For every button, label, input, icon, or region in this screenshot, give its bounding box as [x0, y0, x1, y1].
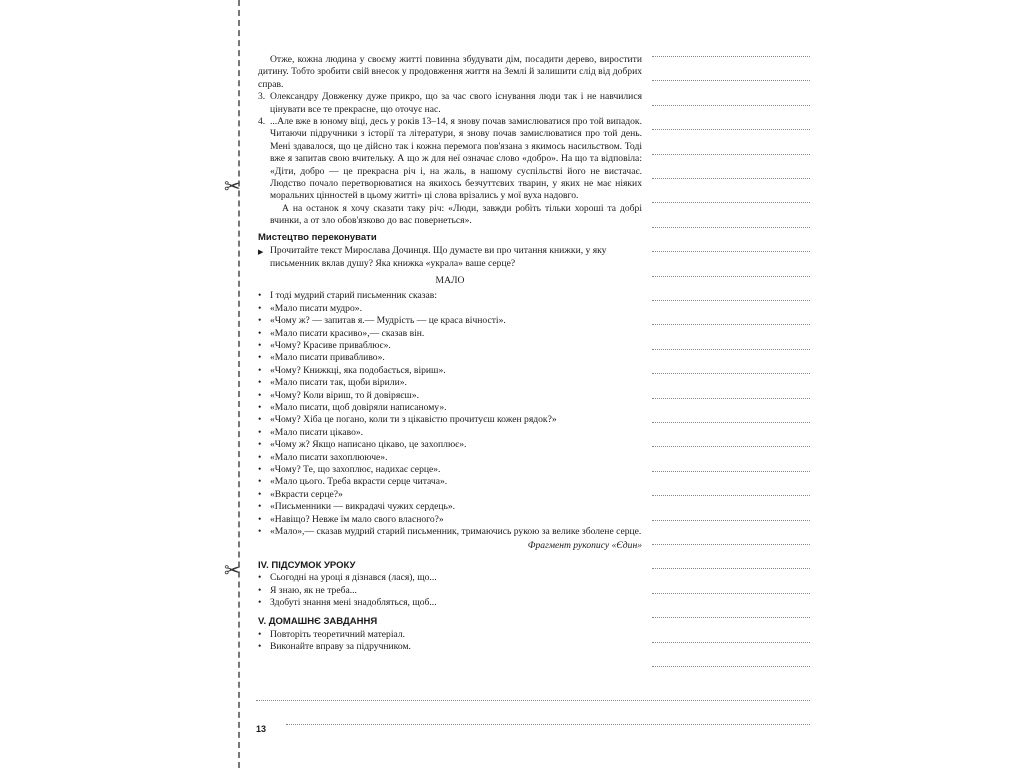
list-item-text: «Вкрасти серце?»	[270, 488, 343, 500]
task-text: Прочитайте текст Мирослава Дочинця. Що думаєте ви про читання книжки, у яку письменник вклав душу? Яка книжка «украла» ваше серце?	[270, 245, 607, 269]
list-item	[258, 402, 642, 414]
note-line	[652, 373, 810, 374]
list-item-text: «Чому ж? — запитав я.— Мудрість — це краса вічності».	[270, 315, 506, 327]
list-item	[258, 377, 642, 389]
story-title: МАЛО	[435, 274, 465, 286]
page-number: 13	[256, 724, 267, 734]
note-line	[652, 422, 810, 423]
bullet-icon: •	[258, 401, 262, 413]
list-item	[258, 464, 642, 476]
list-item-text: «Мало писати захоплююче».	[270, 451, 388, 463]
bullet-icon: •	[258, 501, 262, 513]
note-line	[652, 495, 810, 496]
item-number: 4.	[258, 116, 266, 128]
section-heading-homework: V. ДОМАШНЄ ЗАВДАННЯ	[258, 616, 378, 628]
bullet-icon: •	[258, 526, 262, 538]
scissors-icon: ✂	[224, 174, 241, 198]
list-item-text: «Мало писати красиво»,— сказав він.	[270, 327, 425, 339]
list-item-text: «Чому? Хіба це погано, коли ти з цікавістю прочитуєш кожен рядок?»	[270, 414, 557, 426]
list-item	[258, 514, 642, 526]
list-item-text: Виконайте вправу за підручником.	[270, 641, 411, 653]
note-line	[652, 617, 810, 618]
note-line	[652, 300, 810, 301]
list-item	[258, 476, 642, 488]
bullet-icon: •	[258, 439, 262, 451]
note-line	[652, 227, 810, 228]
item-paragraph: ...Але вже в юному віці, десь у років 13–14, я знову почав замислюватися про той випадок. Читаючи підручники з історії та літератури, я знову почав замислюватися про той день. Мені здавалося, що це дійсно так і кожна перемога пов'язана з якимось насильством. Тоді вже я запитав свою вчительку. А що ж для неї означає слово «добро». На що та відповіла: «Діти, добро — це прекрасна річ і, на жаль, в нашому суспільстві його не вистачає. Людство почало перетворюватися на якихось безчуттєвих тварин, у яких не має ніяких моральних цінностей в цьому житті» ці слова врізались у мої вуха надовго.	[270, 116, 642, 202]
bullet-icon: •	[258, 352, 262, 364]
list-item	[258, 303, 642, 315]
list-item	[258, 290, 642, 302]
list-item	[258, 526, 642, 538]
bullet-icon: •	[258, 327, 262, 339]
note-line	[652, 56, 810, 57]
list-item-text: «Чому? Те, що захоплює, надихає серце».	[270, 464, 441, 475]
list-item-text: Сьогодні на уроці я дізнався (лася), що...	[270, 572, 437, 584]
bullet-icon: •	[258, 641, 262, 653]
bullet-icon: •	[258, 414, 262, 426]
note-line	[652, 105, 810, 106]
cut-line	[238, 0, 240, 768]
list-item	[258, 427, 642, 439]
note-line	[652, 544, 810, 545]
list-item	[258, 340, 642, 352]
bullet-icon: •	[258, 339, 262, 351]
bullet-icon: •	[258, 377, 262, 389]
note-line	[652, 446, 810, 447]
note-line	[652, 520, 810, 521]
note-line	[652, 80, 810, 81]
list-item	[258, 641, 642, 653]
list-item-text: «Мало писати, щоб довіряли написаному».	[270, 401, 447, 413]
list-item	[258, 365, 642, 377]
bullet-icon: •	[258, 290, 262, 302]
list-item-text: І тоді мудрий старий письменник сказав:	[270, 290, 437, 302]
bullet-icon: •	[258, 464, 262, 475]
list-item-text: «Чому ж? Якщо написано цікаво, це захоплює».	[270, 439, 467, 451]
list-item-text: «Чому? Красиве приваблює».	[270, 339, 391, 351]
note-line	[652, 324, 810, 325]
note-line	[256, 700, 810, 701]
note-line	[652, 666, 810, 667]
list-item-text: Я знаю, як не треба...	[270, 584, 357, 596]
bullet-icon: •	[258, 302, 262, 314]
bullet-icon: •	[258, 597, 262, 609]
list-item	[258, 328, 642, 340]
note-line	[652, 568, 810, 569]
list-item	[258, 315, 642, 327]
list-item	[258, 352, 642, 364]
bullet-icon: •	[258, 572, 262, 584]
list-item-text: «Мало»,— сказав мудрий старий письменник, тримаючись рукою за велике зболене серце.	[270, 526, 642, 538]
list-item-text: «Мало писати мудро».	[270, 302, 362, 314]
list-item-text: «Чому? Коли віриш, то й довіряєш».	[270, 389, 419, 401]
list-item	[258, 572, 642, 584]
list-item-text: Здобуті знання мені знадобляться, щоб...	[270, 597, 437, 609]
triangle-right-icon: ▶	[258, 248, 264, 257]
list-item-text: «Мало писати так, щоби вірили».	[270, 377, 407, 389]
numbered-item-4	[258, 116, 642, 228]
scissors-icon: ✂	[224, 558, 241, 582]
homework-list	[258, 629, 642, 654]
note-line	[652, 251, 810, 252]
bullet-icon: •	[258, 451, 262, 463]
bullet-icon: •	[258, 488, 262, 500]
section-heading-art: Мистецтво переконувати	[258, 231, 377, 243]
note-line	[652, 593, 810, 594]
list-item	[258, 629, 642, 641]
item-number: 3.	[258, 91, 266, 103]
section-heading-summary: IV. ПІДСУМОК УРОКУ	[258, 559, 356, 571]
list-item-text: «Чому? Книжкці, яка подобається, віриш».	[270, 364, 446, 376]
story-lines	[258, 290, 642, 538]
list-item-text: «Навіщо? Невже їм мало свого власного?»	[270, 513, 444, 525]
item-paragraph: А на останок я хочу сказати таку річ: «Люди, завжди робіть тільки хороші та добрі вчинки, а от зло обов'язково до вас повернеться».	[270, 202, 642, 227]
bullet-icon: •	[258, 426, 262, 438]
list-item	[258, 390, 642, 402]
note-line	[652, 154, 810, 155]
bullet-icon: •	[258, 584, 262, 596]
note-line	[652, 398, 810, 399]
note-line	[652, 276, 810, 277]
bullet-icon: •	[258, 315, 262, 327]
list-item	[258, 452, 642, 464]
bullet-icon: •	[258, 628, 262, 640]
note-line	[652, 129, 810, 130]
list-item	[258, 489, 642, 501]
note-line	[652, 642, 810, 643]
summary-list	[258, 572, 642, 609]
list-item	[258, 585, 642, 597]
note-line	[652, 471, 810, 472]
bullet-icon: •	[258, 364, 262, 376]
note-line	[652, 349, 810, 350]
note-line	[652, 202, 810, 203]
bullet-icon: •	[258, 476, 262, 488]
list-item	[258, 439, 642, 451]
bullet-icon: •	[258, 513, 262, 525]
main-text	[258, 54, 642, 654]
item-paragraph: Олександру Довженку дуже прикро, що за час свого існування люди так і не навчилися цінувати все те прекрасне, що оточує нас.	[270, 91, 642, 115]
note-line	[652, 178, 810, 179]
list-item	[258, 501, 642, 513]
list-item-text: «Письменники — викрадачі чужих сердець».	[270, 501, 456, 513]
list-item	[258, 414, 642, 426]
numbered-item-3	[258, 91, 642, 116]
list-item-text: «Мало цього. Треба вкрасти серце читача».	[270, 476, 448, 488]
list-item-text: Повторіть теоретичний матеріал.	[270, 628, 406, 640]
task	[258, 245, 642, 270]
intro-paragraph: Отже, кожна людина у своєму житті повинна збудувати дім, посадити дерево, виростити дитину. Тобто зробити свій внесок у продовження життя на Землі й залишити слід від добрих справ.	[258, 54, 642, 90]
story-source: Фрагмент рукопису «Єдин»	[527, 540, 642, 552]
bullet-icon: •	[258, 389, 262, 401]
list-item-text: «Мало писати цікаво».	[270, 426, 364, 438]
note-line	[286, 724, 810, 725]
list-item	[258, 597, 642, 609]
list-item-text: «Мало писати привабливо».	[270, 352, 385, 364]
